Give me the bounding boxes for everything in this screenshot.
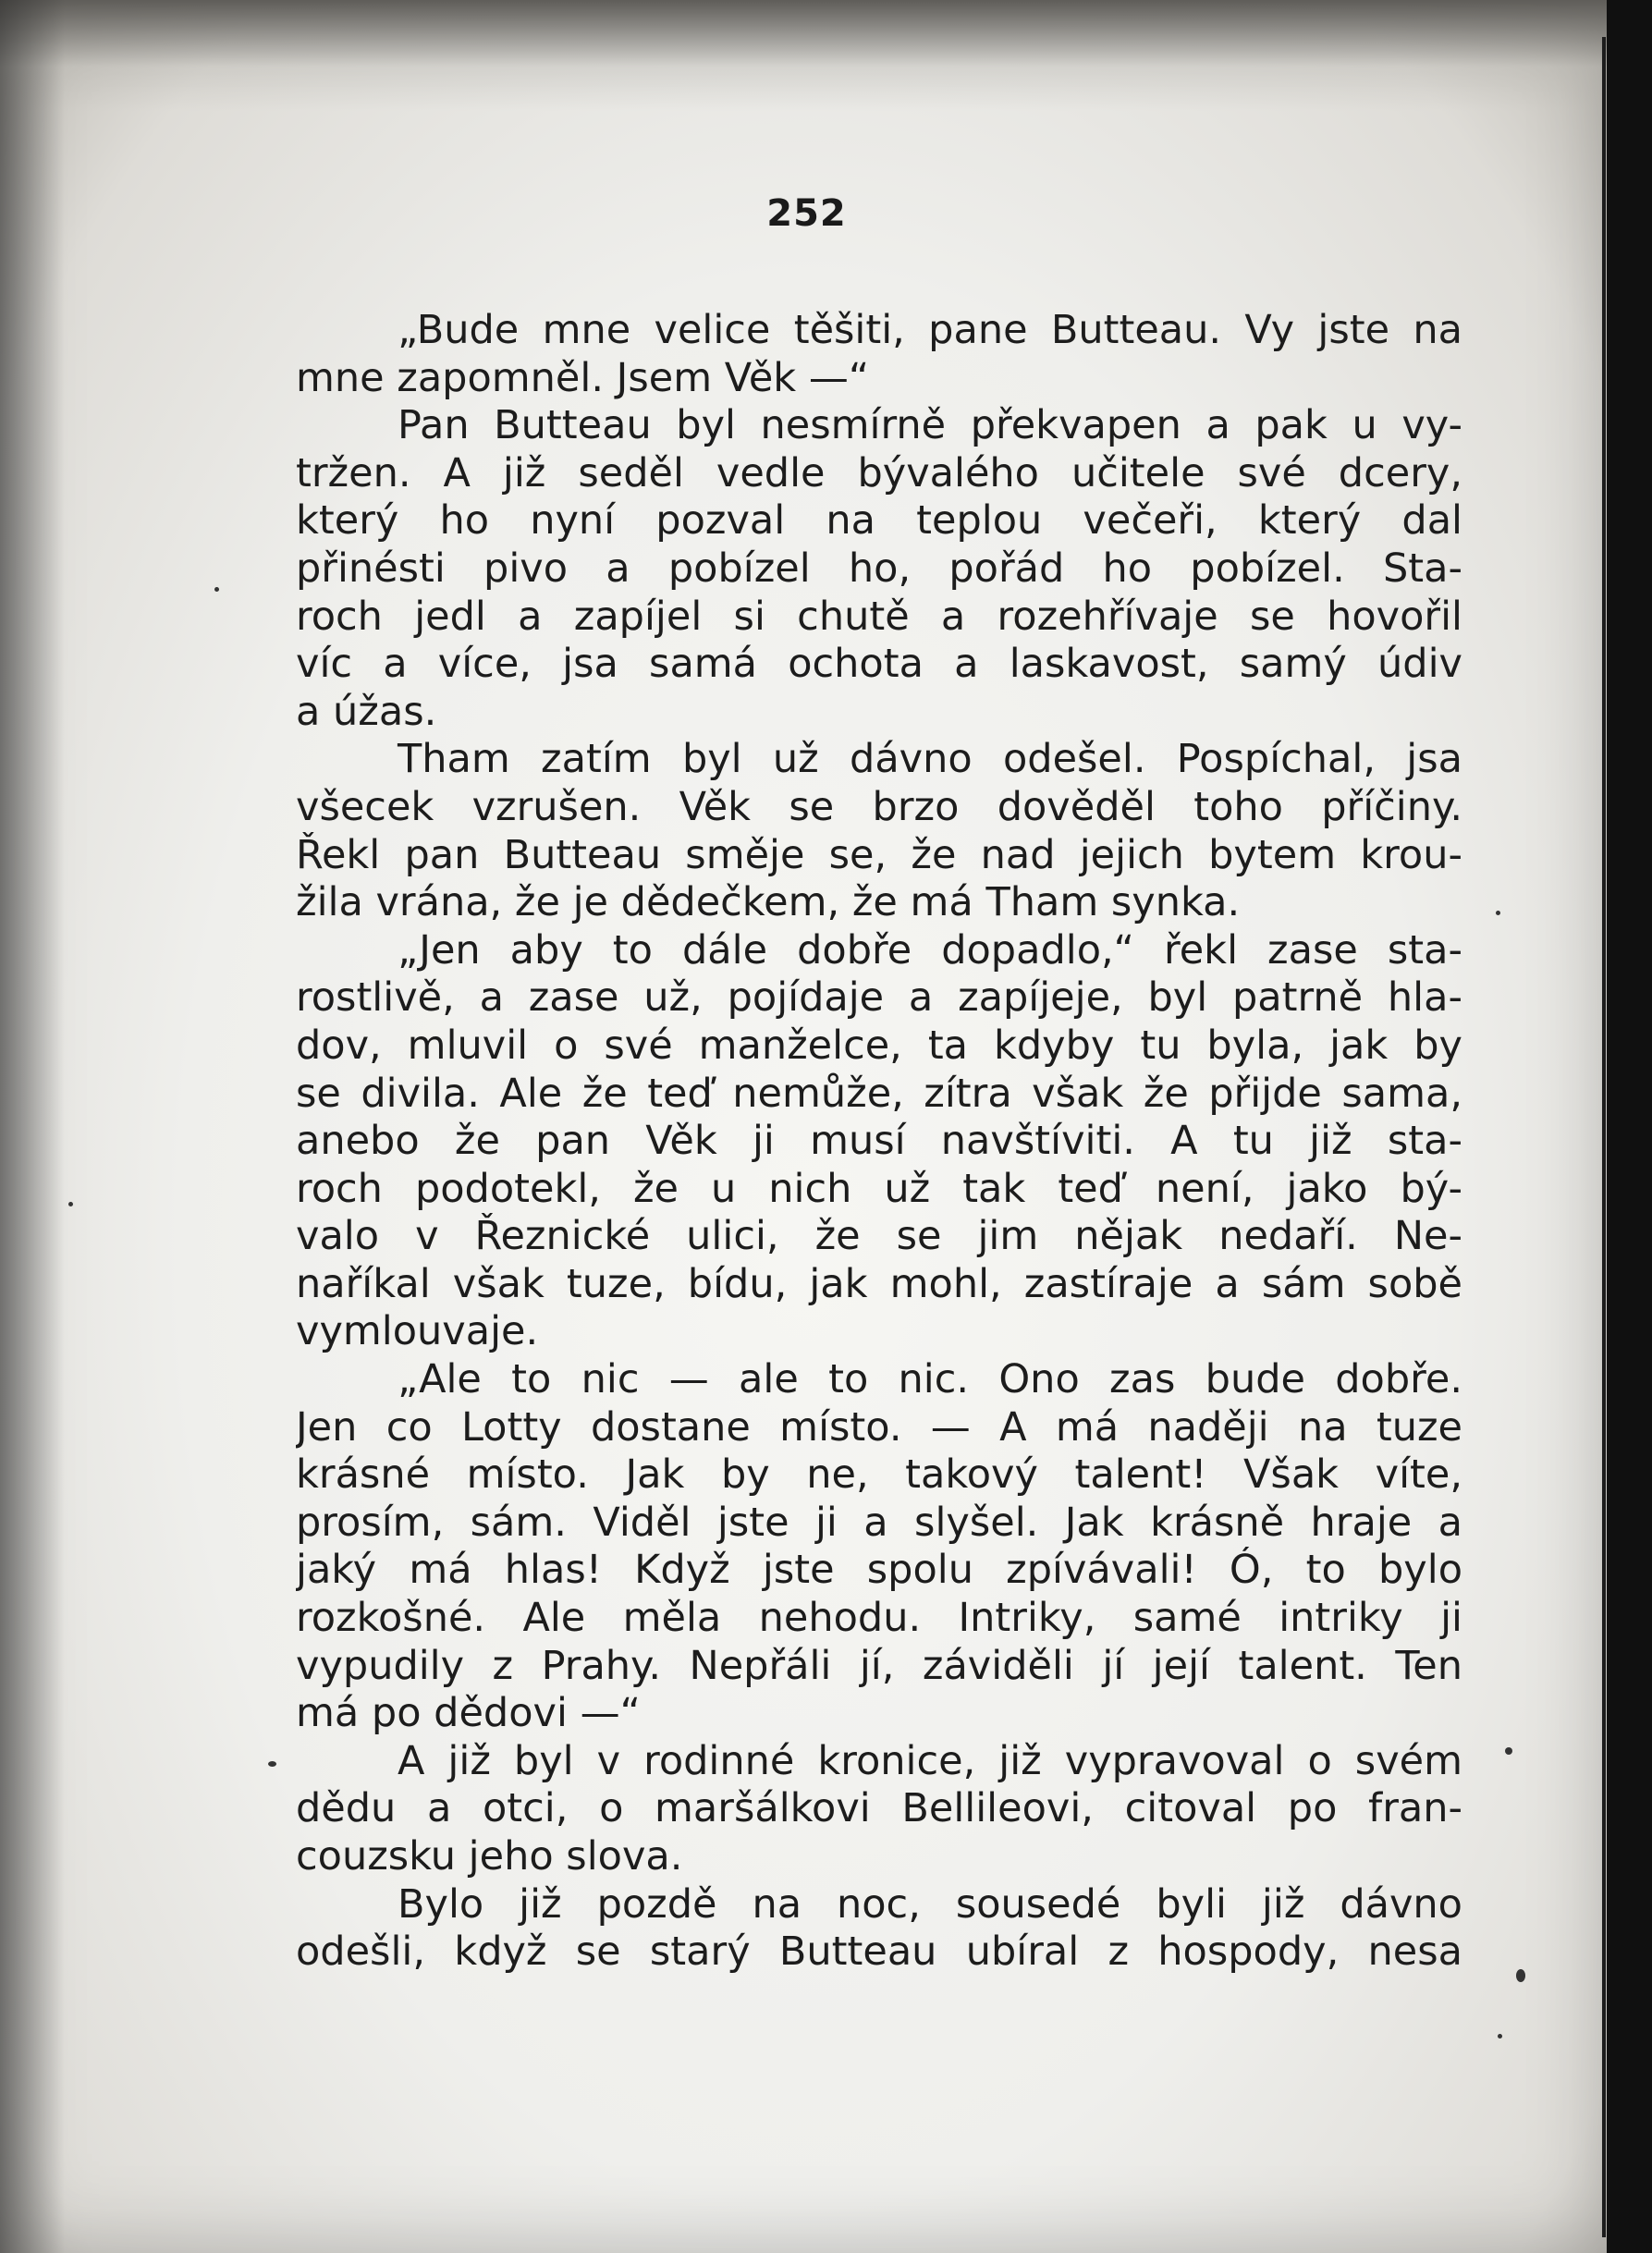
text-line: má po dědovi —“ <box>296 1690 641 1737</box>
text-line: dědu a otci, o maršálkovi Bellileovi, citoval po fran- <box>296 1785 1462 1832</box>
text-line: se divila. Ale že teď nemůže, zítra však že přijde sama, <box>296 1070 1462 1117</box>
text-line: Tham zatím byl už dávno odešel. Pospíchal, jsa <box>398 736 1462 783</box>
text-line: vypudily z Prahy. Nepřáli jí, záviděli jí její talent. Ten <box>296 1642 1462 1689</box>
text-line: couzsku jeho slova. <box>296 1833 683 1880</box>
dark-scan-border <box>1607 0 1652 2253</box>
text-line: všecek vzrušen. Věk se brzo dověděl toho příčiny. <box>296 783 1462 830</box>
text-line: rostlivě, a zase už, pojídaje a zapíjeje, byl patrně hla- <box>296 974 1462 1022</box>
ink-speck <box>1516 1969 1525 1982</box>
left-shadow <box>0 0 65 2253</box>
text-line: víc a více, jsa samá ochota a laskavost, samý údiv <box>296 641 1462 688</box>
text-line: dov, mluvil o své manželce, ta kdyby tu byla, jak by <box>296 1022 1462 1069</box>
ink-speck <box>1496 911 1500 915</box>
ink-speck <box>1505 1747 1512 1755</box>
text-line: a úžas. <box>296 688 437 735</box>
page-number: 252 <box>766 192 847 235</box>
text-line: tržen. A již seděl vedle bývalého učitele své dcery, <box>296 449 1462 496</box>
text-line: A již byl v rodinné kronice, již vypravoval o svém <box>398 1737 1462 1784</box>
text-line: valo v Řeznické ulici, že se jim nějak nedaří. Ne- <box>296 1213 1462 1260</box>
text-line: „Ale to nic — ale to nic. Ono zas bude dobře. <box>398 1356 1462 1403</box>
text-line: Řekl pan Butteau směje se, že nad jejich bytem krou- <box>296 831 1462 878</box>
ink-speck <box>68 1202 73 1206</box>
text-line: naříkal však tuze, bídu, jak mohl, zastíraje a sám sobě <box>296 1260 1462 1307</box>
text-line: odešli, když se starý Butteau ubíral z hospody, nesa <box>296 1929 1462 1976</box>
text-line: „Bude mne velice těšiti, pane Butteau. Vy jste na <box>398 307 1462 353</box>
text-line: Bylo již pozdě na noc, sousedé byli již dávno <box>398 1880 1462 1928</box>
text-line: roch jedl a zapíjel si chutě a rozehřívaje se hovořil <box>296 593 1462 640</box>
text-line: anebo že pan Věk ji musí navštíviti. A tu již sta- <box>296 1118 1462 1165</box>
top-shadow <box>0 0 1613 111</box>
text-line: přinésti pivo a pobízel ho, pořád ho pobízel. Sta- <box>296 545 1462 592</box>
text-line: mne zapomněl. Jsem Věk —“ <box>296 354 870 401</box>
text-line: rozkošné. Ale měla nehodu. Intriky, samé intriky ji <box>296 1595 1462 1642</box>
text-line: žila vrána, že je dědečkem, že má Tham synka. <box>296 879 1241 926</box>
text-line: roch podotekl, že u nich už tak teď není, jako bý- <box>296 1165 1462 1212</box>
text-line: jaký má hlas! Když jste spolu zpívávali! Ó, to bylo <box>296 1547 1462 1594</box>
text-line: Pan Butteau byl nesmírně překvapen a pak u vy- <box>398 402 1462 449</box>
text-line: Jen co Lotty dostane místo. — A má naději na tuze <box>296 1403 1462 1451</box>
text-line: „Jen aby to dále dobře dopadlo,“ řekl zase sta- <box>398 926 1462 973</box>
body-text <box>296 307 1462 1977</box>
page-edge-line <box>1602 37 1606 2237</box>
text-line: vymlouvaje. <box>296 1308 539 1355</box>
text-line: který ho nyní pozval na teplou večeři, který dal <box>296 497 1462 545</box>
ink-speck <box>268 1761 276 1767</box>
text-line: krásné místo. Jak by ne, takový talent! Však víte, <box>296 1451 1462 1499</box>
ink-speck <box>214 587 219 592</box>
ink-speck <box>1498 2034 1502 2039</box>
text-line: prosím, sám. Viděl jste ji a slyšel. Jak krásně hraje a <box>296 1499 1462 1546</box>
